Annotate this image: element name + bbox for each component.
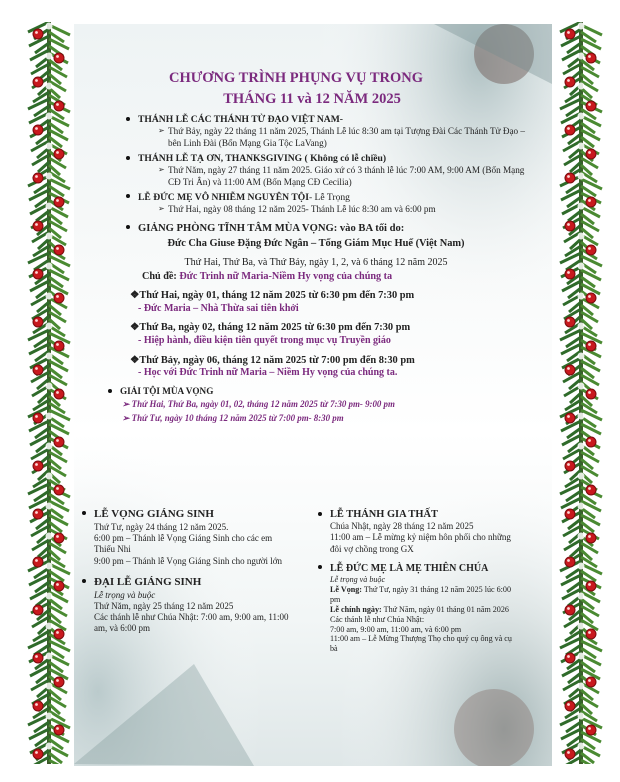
snow-dot <box>578 683 585 690</box>
retreat-day: ❖Thứ Ba, ngày 02, tháng 12 năm 2025 từ 6:30 pm đến 7:30 pm - Hiệp hành, điều kiện tiên quyết trong mục vụ Truyền giáo <box>130 322 411 346</box>
ornament-ball <box>586 389 596 399</box>
ornament-ball <box>54 437 64 447</box>
holy-family: LỄ THÁNH GIA THẤT Chúa Nhật, ngày 28 tháng 12 năm 2025 11:00 am – Lễ mừng kỷ niệm hôn phối cho những đôi vợ chồng trong GX <box>318 508 518 555</box>
ornament-glint <box>588 343 591 346</box>
ornament-ball <box>565 317 575 327</box>
snow-dot <box>46 683 53 690</box>
snow-dot <box>46 563 53 570</box>
ornament-glint <box>567 367 570 370</box>
snow-dot <box>46 383 53 390</box>
arrow-bullet-icon: ➢ <box>122 412 130 423</box>
ornament-ball <box>33 749 43 759</box>
snow-dot <box>578 413 585 420</box>
ornament-ball <box>54 197 64 207</box>
snow-dot <box>578 83 585 90</box>
diamond-bullet-icon: ❖ <box>130 290 140 302</box>
retreat-dates: Thứ Hai, Thứ Ba, và Thứ Bảy, ngày 1, 2, và 6 tháng 12 năm 2025 <box>184 256 448 268</box>
ornament-glint <box>588 679 591 682</box>
ornament-ball <box>33 701 43 711</box>
ornament-glint <box>56 439 59 442</box>
ornament-glint <box>35 703 38 706</box>
ornament-ball <box>565 461 575 471</box>
section-martyrs: THÁNH LỄ CÁC THÁNH TỬ ĐẠO VIỆT NAM- ➢ Thứ Bảy, ngày 22 tháng 11 năm 2025, Thánh Lễ lúc 8:30 am tại Tượng Đài Các Thánh Tử Đạo – bên Linh Đài (Bổn Mạng Gia Tộc LaVang) <box>126 114 536 150</box>
ornament-ball <box>33 317 43 327</box>
retreat-theme: Chủ đề: Đức Trinh nữ Maria-Niềm Hy vọng của chúng ta <box>142 271 393 283</box>
snow-dot <box>46 593 53 600</box>
retreat-speaker: Đức Cha Giuse Đặng Đức Ngân – Tổng Giám Mục Huế (Việt Nam) <box>167 238 465 250</box>
ornament-ball <box>565 125 575 135</box>
snow-dot <box>46 53 53 60</box>
snow-dot <box>578 143 585 150</box>
ornament-glint <box>56 535 59 538</box>
snow-dot <box>578 173 585 180</box>
snow-dot <box>46 743 53 750</box>
snow-dot <box>46 83 53 90</box>
ornament-ball <box>33 29 43 39</box>
snow-dot <box>578 323 585 330</box>
ornament-ball <box>565 701 575 711</box>
snow-dot <box>46 503 53 510</box>
ornament-glint <box>588 151 591 154</box>
section-immaculate-conception: LỄ ĐỨC MẸ VÔ NHIỄM NGUYÊN TỘI- Lễ Trọng ➢ Thứ Hai, ngày 08 tháng 12 năm 2025- Thánh Lễ lúc 8:30 am và 6:00 pm <box>126 192 536 216</box>
snow-dot <box>578 263 585 270</box>
ornament-ball <box>586 53 596 63</box>
ornament-glint <box>56 727 59 730</box>
snow-dot <box>578 233 585 240</box>
ornament-ball <box>33 269 43 279</box>
snow-dot <box>578 53 585 60</box>
advent-retreat <box>96 222 536 380</box>
bullet-icon <box>126 225 130 229</box>
ornament-ball <box>565 221 575 231</box>
snow-dot <box>46 263 53 270</box>
diamond-bullet-icon: ❖ <box>130 322 140 334</box>
ornament-ball <box>54 293 64 303</box>
snow-dot <box>46 413 53 420</box>
ornament-glint <box>35 655 38 658</box>
ornament-ball <box>586 293 596 303</box>
ornament-ball <box>586 629 596 639</box>
ornament-glint <box>56 487 59 490</box>
snow-dot <box>46 233 53 240</box>
ornament-glint <box>35 319 38 322</box>
ornament-glint <box>567 415 570 418</box>
ornament-ball <box>54 485 64 495</box>
ornament-glint <box>56 679 59 682</box>
bullet-icon <box>318 512 322 516</box>
ornament-glint <box>567 607 570 610</box>
ornament-glint <box>567 127 570 130</box>
ornament-ball <box>33 365 43 375</box>
snow-dot <box>46 143 53 150</box>
right-column <box>318 508 518 654</box>
snow-dot <box>578 623 585 630</box>
ornament-glint <box>567 511 570 514</box>
ornament-glint <box>35 175 38 178</box>
snow-dot <box>578 593 585 600</box>
ornament-glint <box>35 415 38 418</box>
ornament-ball <box>586 485 596 495</box>
ornament-ball <box>33 173 43 183</box>
bullet-icon <box>126 117 130 121</box>
ornament-ball <box>565 605 575 615</box>
ornament-ball <box>586 725 596 735</box>
ornament-ball <box>586 101 596 111</box>
snow-dot <box>46 533 53 540</box>
ornament-glint <box>567 223 570 226</box>
bullet-icon <box>318 565 322 569</box>
ornament-ball <box>54 101 64 111</box>
ornament-glint <box>588 391 591 394</box>
ornament-ball <box>586 677 596 687</box>
ornament-ball <box>565 29 575 39</box>
ornament-glint <box>567 655 570 658</box>
ornament-glint <box>56 631 59 634</box>
ornament-ball <box>33 461 43 471</box>
ornament-ball <box>54 629 64 639</box>
list-item: ➢ Thứ Hai, Thứ Ba, ngày 01, 02, tháng 12 năm 2025 từ 7:30 pm- 9:00 pm <box>122 399 395 410</box>
ornament-ball <box>586 437 596 447</box>
advent-confession: GIẢI TỘI MÙA VỌNG ➢ Thứ Hai, Thứ Ba, ngày 01, 02, tháng 12 năm 2025 từ 7:30 pm- 9:00 pm ➢ Thứ Tư, ngày 10 tháng 12 năm 2025 từ 7:00 pm- 8:30 pm <box>78 386 536 425</box>
ornament-ball <box>54 677 64 687</box>
ornament-ball <box>33 221 43 231</box>
snow-dot <box>578 563 585 570</box>
ornament-glint <box>56 247 59 250</box>
ornament-ball <box>565 653 575 663</box>
snow-dot <box>46 203 53 210</box>
snow-dot <box>578 113 585 120</box>
feast-sections <box>126 114 536 216</box>
ornament-glint <box>35 127 38 130</box>
ornament-ball <box>33 653 43 663</box>
ornament-glint <box>35 79 38 82</box>
ornament-ball <box>33 77 43 87</box>
retreat-day: ❖Thứ Bảy, ngày 06, tháng 12 năm 2025 từ 7:00 pm đến 8:30 pm - Học với Đức Trinh nữ Maria – Niềm Hy vọng của chúng ta. <box>130 354 415 378</box>
ornament-ball <box>586 245 596 255</box>
christmas-eve: LỄ VỌNG GIÁNG SINH Thứ Tư, ngày 24 tháng 12 năm 2025. 6:00 pm – Thánh lễ Vọng Giáng Sinh cho các em Thiếu Nhi 9:00 pm – Thánh lễ Vọng Giáng Sinh cho người lớn <box>82 508 294 567</box>
snow-dot <box>578 533 585 540</box>
bullet-icon <box>126 156 130 160</box>
arrow-bullet-icon: ➢ <box>158 126 165 136</box>
ornament-ball <box>54 581 64 591</box>
snow-dot <box>578 743 585 750</box>
ornament-glint <box>35 31 38 34</box>
christmas-day: ĐẠI LỄ GIÁNG SINH Lễ trọng và buộc Thứ Năm, ngày 25 tháng 12 năm 2025 Các thánh lễ như Chúa Nhật: 7:00 am, 9:00 am, 11:00 am, và 6:00 pm <box>82 576 294 635</box>
ornament-ball <box>54 245 64 255</box>
bullet-icon <box>82 579 86 583</box>
snow-dot <box>578 23 585 30</box>
ornament-glint <box>35 463 38 466</box>
ornament-ball <box>586 581 596 591</box>
snow-dot <box>46 23 53 30</box>
snow-dot <box>578 383 585 390</box>
snow-dot <box>578 443 585 450</box>
bullet-icon <box>108 389 112 393</box>
list-item: ➢ Thứ Bảy, ngày 22 tháng 11 năm 2025, Thánh Lễ lúc 8:30 am tại Tượng Đài Các Thánh Tử Đạo – bên Linh Đài (Bổn Mạng Gia Tộc LaVang) <box>158 126 526 149</box>
ornament-glint <box>588 487 591 490</box>
ornament-glint <box>588 55 591 58</box>
ornament-glint <box>567 271 570 274</box>
left-column <box>82 508 294 635</box>
ornament-glint <box>567 79 570 82</box>
ornament-glint <box>567 751 570 754</box>
ornament-glint <box>56 391 59 394</box>
snow-dot <box>578 503 585 510</box>
ornament-glint <box>35 607 38 610</box>
ornament-glint <box>56 151 59 154</box>
snow-dot <box>578 653 585 660</box>
ornament-glint <box>588 247 591 250</box>
snow-dot <box>578 203 585 210</box>
mother-of-god: LỄ ĐỨC MẸ LÀ MẸ THIÊN CHÚA Lễ trọng và buộc Lễ Vọng: Thứ Tư, ngày 31 tháng 12 năm 2025 lúc 6:00 pm Lễ chính ngày: Thứ Năm, ngày 01 tháng 01 năm 2026 Các thánh lễ như Chúa Nhật: 7:00 am, 9:00 am, 11:00 am, và 6:00 pm 11:00 am – Lễ Mừng Thượng Thọ cho quý cụ ông và cụ bà <box>318 563 518 654</box>
list-item: ➢ Thứ Năm, ngày 27 tháng 11 năm 2025. Giáo xứ có 3 thánh lễ lúc 7:00 AM, 9:00 AM (Bổn Mạng CĐ Tri Ân) và 11:00 AM (Bổn Mạng CĐ Cecilia) <box>158 165 525 187</box>
snow-dot <box>46 653 53 660</box>
section-thanksgiving: THÁNH LỄ TẠ ƠN, THANKSGIVING ( Không có lễ chiều) ➢ Thứ Năm, ngày 27 tháng 11 năm 2025. Giáo xứ có 3 thánh lễ lúc 7:00 AM, 9:00 AM (Bổn Mạng CĐ Tri Ân) và 11:00 AM (Bổn Mạng CĐ Cecilia) <box>126 153 536 189</box>
bullet-icon <box>82 511 86 515</box>
ornament-glint <box>56 295 59 298</box>
snow-dot <box>578 713 585 720</box>
christmas-garland-left <box>26 22 72 764</box>
ornament-glint <box>35 271 38 274</box>
ornament-glint <box>56 583 59 586</box>
snow-dot <box>578 353 585 360</box>
arrow-bullet-icon: ➢ <box>158 165 165 175</box>
list-item: ➢ Thứ Hai, ngày 08 tháng 12 năm 2025- Thánh Lễ lúc 8:30 am và 6:00 pm <box>158 203 436 214</box>
ornament-ball <box>565 749 575 759</box>
ornament-glint <box>56 55 59 58</box>
snow-dot <box>46 173 53 180</box>
snow-dot <box>46 713 53 720</box>
snow-dot <box>46 623 53 630</box>
arrow-bullet-icon: ➢ <box>158 203 165 213</box>
ornament-glint <box>588 535 591 538</box>
ornament-glint <box>35 511 38 514</box>
ornament-glint <box>567 703 570 706</box>
ornament-ball <box>54 53 64 63</box>
snow-dot <box>578 293 585 300</box>
ornament-ball <box>565 77 575 87</box>
list-item: ➢ Thứ Tư, ngày 10 tháng 12 năm 2025 từ 7:00 pm- 8:30 pm <box>122 412 344 423</box>
ornament-glint <box>588 727 591 730</box>
christmas-garland-right <box>558 22 604 764</box>
bullet-icon <box>126 194 130 198</box>
ornament-ball <box>586 197 596 207</box>
ornament-glint <box>35 751 38 754</box>
ornament-ball <box>586 533 596 543</box>
ornament-ball <box>54 533 64 543</box>
ornament-glint <box>588 103 591 106</box>
ornament-glint <box>35 367 38 370</box>
ornament-glint <box>35 223 38 226</box>
ornament-ball <box>565 413 575 423</box>
snow-dot <box>46 353 53 360</box>
ornament-glint <box>56 103 59 106</box>
arrow-bullet-icon: ➢ <box>122 399 130 410</box>
ornament-glint <box>588 295 591 298</box>
ornament-ball <box>565 269 575 279</box>
ornament-glint <box>567 559 570 562</box>
ornament-glint <box>567 463 570 466</box>
page-title: CHƯƠNG TRÌNH PHỤNG VỤ TRONG THÁNG 11 và 12 NĂM 2025 <box>168 70 424 108</box>
ornament-glint <box>56 343 59 346</box>
snow-dot <box>46 443 53 450</box>
ornament-ball <box>565 557 575 567</box>
snow-dot <box>578 473 585 480</box>
ornament-ball <box>33 125 43 135</box>
ornament-ball <box>33 557 43 567</box>
snow-dot <box>46 113 53 120</box>
ornament-ball <box>33 605 43 615</box>
snow-dot <box>46 323 53 330</box>
ornament-glint <box>567 319 570 322</box>
ornament-ball <box>54 389 64 399</box>
retreat-heading: GIẢNG PHÒNG TĨNH TÂM MÙA VỌNG: vào BA tối do: <box>138 222 405 234</box>
liturgy-schedule <box>96 68 536 424</box>
ornament-ball <box>54 341 64 351</box>
ornament-ball <box>33 509 43 519</box>
ornament-ball <box>586 149 596 159</box>
ornament-ball <box>33 413 43 423</box>
snow-dot <box>46 293 53 300</box>
ornament-ball <box>54 149 64 159</box>
ornament-ball <box>565 173 575 183</box>
ornament-glint <box>588 199 591 202</box>
retreat-day: ❖Thứ Hai, ngày 01, tháng 12 năm 2025 từ 6:30 pm đến 7:30 pm - Đức Maria – Nhà Thừa sai tiên khởi <box>130 290 415 314</box>
ornament-glint <box>588 631 591 634</box>
ornament-ball <box>565 365 575 375</box>
ornament-glint <box>567 175 570 178</box>
snow-dot <box>46 473 53 480</box>
ornament-glint <box>35 559 38 562</box>
ornament-glint <box>588 439 591 442</box>
diamond-bullet-icon: ❖ <box>130 354 140 366</box>
ornament-ball <box>586 341 596 351</box>
ornament-ball <box>565 509 575 519</box>
ornament-glint <box>588 583 591 586</box>
ornament-glint <box>56 199 59 202</box>
ornament-ball <box>54 725 64 735</box>
ornament-glint <box>567 31 570 34</box>
